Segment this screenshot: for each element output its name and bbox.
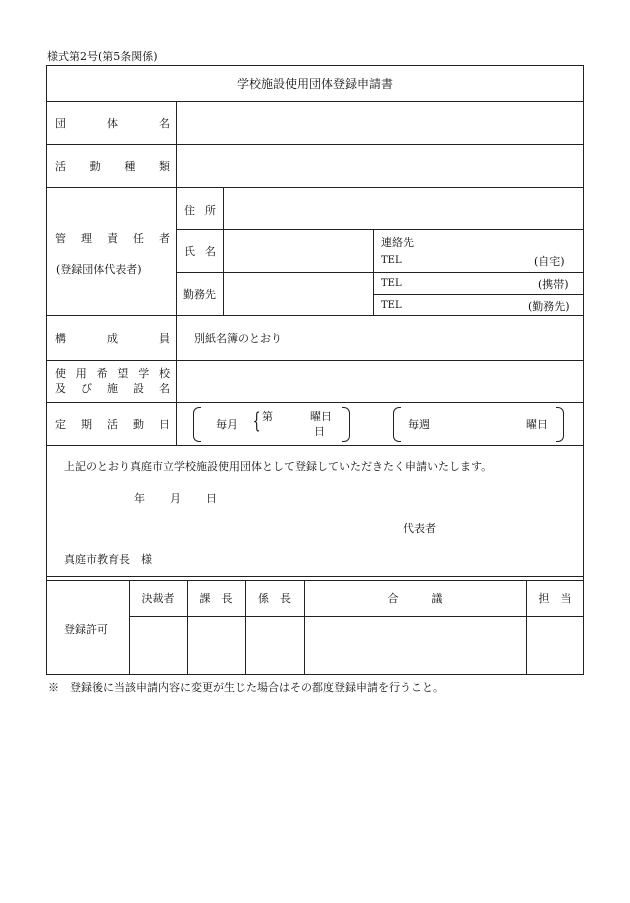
activity-type-field[interactable]	[178, 145, 582, 186]
form-title: 学校施設使用団体登録申請書	[236, 77, 393, 91]
label-nichi: 日	[314, 425, 325, 438]
label-school-line2: 及 び 施 設 名	[55, 382, 170, 395]
weekly-bracket-left	[393, 407, 401, 442]
label-regular-activity: 定 期 活 動 日	[55, 418, 170, 431]
footnote: ※ 登録後に当該申請内容に変更が生じた場合はその都度登録申請を行うこと。	[48, 681, 444, 694]
small-brace-icon: {	[252, 409, 261, 433]
label-contact: 連絡先	[381, 236, 414, 249]
row-line	[46, 580, 584, 581]
row-line	[46, 402, 584, 403]
label-weekly-youbi: 曜日	[526, 418, 548, 431]
sub-col-line	[223, 187, 224, 315]
label-work: (勤務先)	[528, 300, 570, 313]
row-line	[46, 445, 584, 446]
approval-header-subsection-chief: 係 長	[258, 592, 291, 605]
weekly-bracket-right	[556, 407, 564, 442]
label-manager-sub: (登録団体代表者)	[56, 263, 142, 276]
label-dai: 第	[262, 410, 273, 423]
label-manager: 管 理 責 任 者	[55, 232, 170, 245]
label-weekly: 毎週	[408, 418, 430, 431]
date-year: 年	[134, 492, 145, 505]
label-tel-work: TEL	[381, 300, 402, 311]
label-divider	[176, 101, 177, 445]
workplace-field[interactable]	[225, 273, 371, 314]
label-tel-mobile: TEL	[381, 278, 402, 289]
approval-line	[129, 616, 584, 617]
date-month: 月	[170, 492, 181, 505]
label-workplace: 勤務先	[183, 288, 216, 301]
monthly-bracket-left	[193, 407, 201, 442]
approval-header-consultation: 合 議	[387, 592, 443, 605]
date-day: 日	[206, 492, 217, 505]
label-name: 氏 名	[184, 245, 216, 258]
form-code: 様式第2号(第5条関係)	[47, 50, 158, 63]
approval-header-staff: 担 当	[538, 592, 572, 605]
school-field[interactable]	[178, 361, 582, 401]
members-value: 別紙名簿のとおり	[194, 332, 282, 345]
monthly-bracket-right	[342, 407, 350, 442]
label-activity-type: 活 動 種 類	[55, 160, 170, 173]
declaration-text: 上記のとおり真庭市立学校施設使用団体として登録していただきたく申請いたします。	[64, 460, 493, 473]
label-mobile: (携帯)	[538, 278, 569, 291]
row-line	[46, 576, 584, 577]
address-field[interactable]	[225, 188, 582, 228]
label-school-line1: 使 用 希 望 学 校	[55, 367, 170, 380]
label-group-name: 団 体 名	[55, 117, 170, 130]
label-youbi: 曜日	[310, 410, 332, 423]
sub-row-line	[373, 294, 584, 295]
approval-header-approver: 決裁者	[141, 592, 175, 605]
addressee: 真庭市教育長 様	[64, 553, 152, 566]
name-field[interactable]	[225, 230, 371, 271]
representative-label: 代表者	[403, 522, 436, 535]
label-members: 構 成 員	[55, 332, 170, 345]
approval-header-section-chief: 課 長	[199, 592, 233, 605]
label-home: (自宅)	[534, 255, 565, 268]
group-name-field[interactable]	[178, 102, 582, 143]
approval-label: 登録許可	[64, 623, 108, 636]
label-address: 住 所	[184, 204, 216, 217]
label-monthly: 毎月	[216, 418, 238, 431]
row-line	[46, 315, 584, 316]
sub-col-line	[373, 229, 374, 315]
label-tel-home: TEL	[381, 255, 402, 266]
